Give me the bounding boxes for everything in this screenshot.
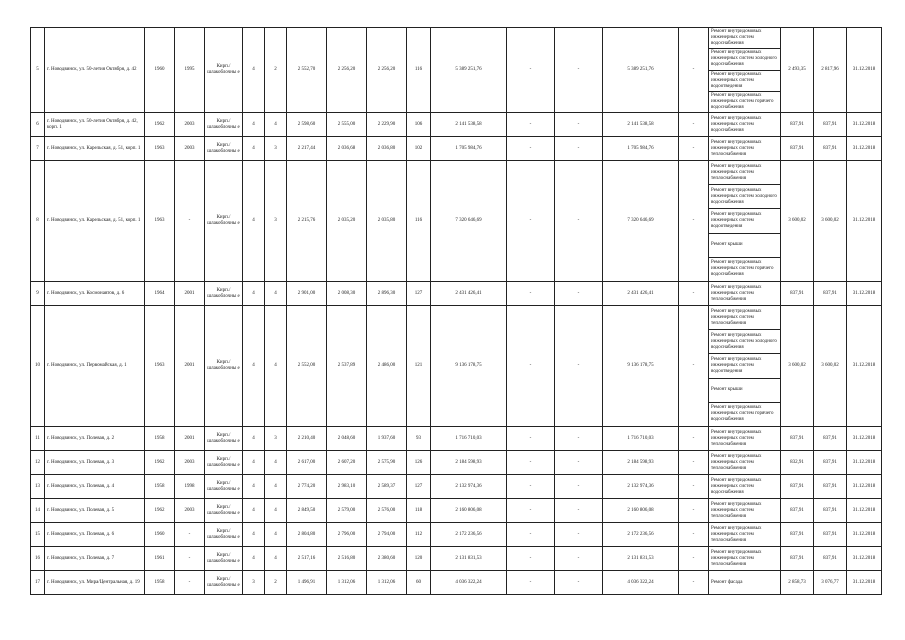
address-cell: г. Новодвинск, ул. Полевая, д. 4 — [45, 475, 145, 499]
completion-date-cell: 31.12.2018 — [847, 306, 882, 427]
residents-cell: 60 — [407, 571, 431, 595]
other-funds-cell: - — [679, 571, 709, 595]
unit-cost-cell: 2 493,35 — [781, 28, 814, 113]
total-cost-cell: 1 705 984,76 — [431, 137, 507, 161]
living-area-cell: 2 796,00 — [327, 523, 367, 547]
address-cell: г. Новодвинск, ул. Полевая, д. 3 — [45, 451, 145, 475]
completion-date-cell: 31.12.2018 — [847, 161, 882, 282]
cost-limit-cell: 837,91 — [814, 523, 847, 547]
entrances-cell: 2 — [265, 28, 287, 113]
year-built-cell: 1963 — [145, 137, 175, 161]
owner-funds-cell: 2 184 598,93 — [603, 451, 679, 475]
repair-works-cell: Ремонт внутридомовых инженерных систем водоснабжения — [709, 113, 781, 137]
living-area-cell: 2 983,10 — [327, 475, 367, 499]
other-funds-cell: - — [679, 475, 709, 499]
year-last-repair-cell: 2001 — [175, 427, 205, 451]
unit-cost-cell: 837,91 — [781, 475, 814, 499]
repair-works-cell — [709, 28, 781, 113]
residential-area-cell: 2 896,30 — [367, 282, 407, 306]
row-number: 16 — [31, 547, 45, 571]
living-area-cell: 2 555,00 — [327, 113, 367, 137]
residential-area-cell: 2 576,00 — [367, 499, 407, 523]
federal-funds-cell: - — [507, 499, 555, 523]
repair-work-item: Ремонт внутридомовых инженерных систем водоотведения — [709, 354, 780, 378]
total-area-cell: 1 496,91 — [287, 571, 327, 595]
repair-works-cell: Ремонт внутридомовых инженерных систем теплоснабжения — [709, 137, 781, 161]
federal-funds-cell: - — [507, 427, 555, 451]
regional-funds-cell: - — [555, 282, 603, 306]
floors-cell: 4 — [243, 523, 265, 547]
residents-cell: 121 — [407, 306, 431, 427]
residents-cell: 102 — [407, 137, 431, 161]
entrances-cell: 4 — [265, 523, 287, 547]
wall-material-cell: Кирп./ шлакоблочны е — [205, 137, 243, 161]
table-row — [31, 427, 882, 451]
wall-material-cell: Кирп./ шлакоблочны е — [205, 523, 243, 547]
repair-work-item: Ремонт внутридомовых инженерных систем горячего водоснабжения — [711, 405, 774, 423]
year-built-cell: 1962 — [145, 451, 175, 475]
repair-work-item: Ремонт крыши — [709, 234, 780, 258]
table-body — [31, 28, 882, 595]
federal-funds-cell: - — [507, 282, 555, 306]
unit-cost-cell: 837,91 — [781, 547, 814, 571]
regional-funds-cell: - — [555, 113, 603, 137]
residents-cell: 127 — [407, 475, 431, 499]
year-built-cell: 1961 — [145, 547, 175, 571]
total-area-cell: 2 774,20 — [287, 475, 327, 499]
cost-limit-cell: 837,91 — [814, 282, 847, 306]
address-cell: г. Новодвинск, ул. Полевая, д. 6 — [45, 523, 145, 547]
regional-funds-cell: - — [555, 161, 603, 282]
row-number: 10 — [31, 306, 45, 427]
residents-cell: 118 — [407, 499, 431, 523]
total-cost-cell: 2 431 426,41 — [431, 282, 507, 306]
year-last-repair-cell: 2003 — [175, 137, 205, 161]
regional-funds-cell: - — [555, 451, 603, 475]
residential-area-cell: 1 312,06 — [367, 571, 407, 595]
table-row — [31, 475, 882, 499]
year-last-repair-cell: 1995 — [175, 28, 205, 113]
other-funds-cell: - — [679, 137, 709, 161]
wall-material-cell: Кирп./ шлакоблочны е — [205, 161, 243, 282]
total-cost-cell: 7 320 646,69 — [431, 161, 507, 282]
federal-funds-cell: - — [507, 161, 555, 282]
total-cost-cell: 2 160 806,08 — [431, 499, 507, 523]
other-funds-cell: - — [679, 306, 709, 427]
total-area-cell: 2 552,00 — [287, 306, 327, 427]
table-row — [31, 282, 882, 306]
wall-material-cell: Кирп./ шлакоблочны е — [205, 475, 243, 499]
repair-work-item: Ремонт внутридомовых инженерных систем горячего водоснабжения — [711, 260, 774, 278]
entrances-cell: 2 — [265, 571, 287, 595]
cost-limit-cell: 2 817,96 — [814, 28, 847, 113]
repair-work-item: Ремонт внутридомовых инженерных систем водоснабжения — [709, 28, 780, 49]
floors-cell: 4 — [243, 475, 265, 499]
total-cost-cell: 5 389 251,76 — [431, 28, 507, 113]
repair-work-item: Ремонт внутридомовых инженерных систем холодного водоснабжения — [709, 185, 780, 209]
residential-area-cell: 2 575,90 — [367, 451, 407, 475]
wall-material-cell: Кирп./ шлакоблочны е — [205, 547, 243, 571]
owner-funds-cell: 2 431 426,41 — [603, 282, 679, 306]
completion-date-cell: 31.12.2018 — [847, 137, 882, 161]
floors-cell: 4 — [243, 499, 265, 523]
year-last-repair-cell: 1998 — [175, 475, 205, 499]
unit-cost-cell: 3 600,02 — [781, 306, 814, 427]
residential-area-cell: 2 794,00 — [367, 523, 407, 547]
regional-funds-cell: - — [555, 499, 603, 523]
repair-works-cell: Ремонт внутридомовых инженерных систем водоснабжения — [709, 475, 781, 499]
federal-funds-cell: - — [507, 113, 555, 137]
entrances-cell: 4 — [265, 547, 287, 571]
regional-funds-cell: - — [555, 28, 603, 113]
living-area-cell: 2 579,00 — [327, 499, 367, 523]
living-area-cell: 2 516,80 — [327, 547, 367, 571]
completion-date-cell: 31.12.2018 — [847, 28, 882, 113]
row-number: 12 — [31, 451, 45, 475]
total-area-cell: 2 804,80 — [287, 523, 327, 547]
total-cost-cell: 9 136 178,75 — [431, 306, 507, 427]
total-area-cell: 2 217,44 — [287, 137, 327, 161]
year-last-repair-cell: 2001 — [175, 282, 205, 306]
residential-area-cell: 2 036,80 — [367, 137, 407, 161]
entrances-cell: 4 — [265, 113, 287, 137]
living-area-cell: 2 256,20 — [327, 28, 367, 113]
residents-cell: 106 — [407, 113, 431, 137]
address-cell: г. Новодвинск, ул. 50-летия Октября, д. 42 — [45, 28, 145, 113]
residents-cell: 126 — [407, 451, 431, 475]
table-row — [31, 137, 882, 161]
row-number: 5 — [31, 28, 45, 113]
federal-funds-cell: - — [507, 28, 555, 113]
address-cell: г. Новодвинск, ул. Полевая, д. 5 — [45, 499, 145, 523]
unit-cost-cell: 3 600,02 — [781, 161, 814, 282]
living-area-cell: 2 607,20 — [327, 451, 367, 475]
cost-limit-cell: 837,91 — [814, 137, 847, 161]
completion-date-cell: 31.12.2018 — [847, 282, 882, 306]
year-last-repair-cell: - — [175, 523, 205, 547]
residents-cell: 127 — [407, 282, 431, 306]
year-built-cell: 1962 — [145, 499, 175, 523]
total-area-cell: 2 598,60 — [287, 113, 327, 137]
cost-limit-cell: 3 600,02 — [814, 306, 847, 427]
owner-funds-cell: 2 132 974,36 — [603, 475, 679, 499]
cost-limit-cell: 837,91 — [814, 427, 847, 451]
floors-cell: 4 — [243, 161, 265, 282]
year-built-cell: 1960 — [145, 523, 175, 547]
regional-funds-cell: - — [555, 475, 603, 499]
year-last-repair-cell: 2003 — [175, 113, 205, 137]
floors-cell: 4 — [243, 306, 265, 427]
floors-cell: 4 — [243, 113, 265, 137]
year-last-repair-cell: 2003 — [175, 499, 205, 523]
unit-cost-cell: 837,91 — [781, 113, 814, 137]
row-number: 8 — [31, 161, 45, 282]
total-area-cell: 2 849,50 — [287, 499, 327, 523]
entrances-cell: 3 — [265, 161, 287, 282]
table-row — [31, 28, 882, 113]
year-last-repair-cell: 2003 — [175, 451, 205, 475]
unit-cost-cell: 837,91 — [781, 282, 814, 306]
owner-funds-cell: 9 136 178,75 — [603, 306, 679, 427]
table-row — [31, 161, 882, 282]
year-built-cell: 1960 — [145, 28, 175, 113]
total-area-cell: 2 215,76 — [287, 161, 327, 282]
year-built-cell: 1964 — [145, 282, 175, 306]
cost-limit-cell: 837,91 — [814, 451, 847, 475]
residential-area-cell: 2 229,90 — [367, 113, 407, 137]
total-area-cell: 2 901,00 — [287, 282, 327, 306]
address-cell: г. Новодвинск, ул. 50-летия Октября, д. 42, корп. 1 — [45, 113, 145, 137]
floors-cell: 3 — [243, 571, 265, 595]
residents-cell: 112 — [407, 523, 431, 547]
unit-cost-cell: 832,91 — [781, 451, 814, 475]
wall-material-cell: Кирп./ шлакоблочны е — [205, 113, 243, 137]
residents-cell: 93 — [407, 427, 431, 451]
repair-work-item: Ремонт внутридомовых инженерных систем теплоснабжения — [709, 161, 780, 185]
total-area-cell: 2 552,70 — [287, 28, 327, 113]
year-last-repair-cell: - — [175, 571, 205, 595]
unit-cost-cell: 837,91 — [781, 523, 814, 547]
wall-material-cell: Кирп./ шлакоблочны е — [205, 427, 243, 451]
residents-cell: 116 — [407, 161, 431, 282]
total-cost-cell: 2 132 974,36 — [431, 475, 507, 499]
residential-area-cell: 2 380,60 — [367, 547, 407, 571]
year-built-cell: 1958 — [145, 427, 175, 451]
repair-work-item: Ремонт внутридомовых инженерных систем холодного водоснабжения — [709, 330, 780, 354]
repair-works-cell: Ремонт фасада — [709, 571, 781, 595]
address-cell: г. Новодвинск, ул. Полевая, д. 2 — [45, 427, 145, 451]
owner-funds-cell: 2 141 538,58 — [603, 113, 679, 137]
total-cost-cell: 2 141 538,58 — [431, 113, 507, 137]
living-area-cell: 1 312,06 — [327, 571, 367, 595]
floors-cell: 4 — [243, 451, 265, 475]
owner-funds-cell: 7 320 646,69 — [603, 161, 679, 282]
address-cell: г. Новодвинск, ул. Карельская, д. 51, корп. 1 — [45, 161, 145, 282]
floors-cell: 4 — [243, 547, 265, 571]
repair-works-cell: Ремонт внутридомовых инженерных систем теплоснабжения — [709, 282, 781, 306]
unit-cost-cell: 837,91 — [781, 137, 814, 161]
living-area-cell: 2 008,30 — [327, 282, 367, 306]
completion-date-cell: 31.12.2018 — [847, 475, 882, 499]
unit-cost-cell: 837,91 — [781, 427, 814, 451]
year-last-repair-cell: - — [175, 547, 205, 571]
other-funds-cell: - — [679, 161, 709, 282]
year-built-cell: 1958 — [145, 571, 175, 595]
cost-limit-cell: 3 076,77 — [814, 571, 847, 595]
entrances-cell: 4 — [265, 451, 287, 475]
wall-material-cell: Кирп./ шлакоблочны е — [205, 306, 243, 427]
repair-works-cell — [709, 161, 781, 282]
year-built-cell: 1958 — [145, 475, 175, 499]
total-cost-cell: 1 716 710,03 — [431, 427, 507, 451]
completion-date-cell: 31.12.2018 — [847, 571, 882, 595]
regional-funds-cell: - — [555, 571, 603, 595]
address-cell: г. Новодвинск, ул. Полевая, д. 7 — [45, 547, 145, 571]
address-cell: г. Новодвинск, ул. Космонавтов, д. 6 — [45, 282, 145, 306]
residential-area-cell: 2 256,20 — [367, 28, 407, 113]
total-area-cell: 2 517,16 — [287, 547, 327, 571]
federal-funds-cell: - — [507, 571, 555, 595]
federal-funds-cell: - — [507, 475, 555, 499]
table-row — [31, 451, 882, 475]
entrances-cell: 4 — [265, 475, 287, 499]
owner-funds-cell: 5 389 251,76 — [603, 28, 679, 113]
floors-cell: 4 — [243, 282, 265, 306]
repair-work-item: Ремонт внутридомовых инженерных систем теплоснабжения — [709, 306, 780, 330]
capital-repair-table — [30, 27, 882, 595]
cost-limit-cell: 837,91 — [814, 499, 847, 523]
table-row — [31, 499, 882, 523]
cost-limit-cell: 837,91 — [814, 475, 847, 499]
completion-date-cell: 31.12.2018 — [847, 499, 882, 523]
regional-funds-cell: - — [555, 427, 603, 451]
year-built-cell: 1962 — [145, 113, 175, 137]
living-area-cell: 2 035,20 — [327, 161, 367, 282]
cost-limit-cell: 837,91 — [814, 113, 847, 137]
table-row — [31, 523, 882, 547]
year-last-repair-cell: 2001 — [175, 306, 205, 427]
federal-funds-cell: - — [507, 547, 555, 571]
cost-limit-cell: 837,91 — [814, 547, 847, 571]
repair-work-item: Ремонт внутридомовых инженерных систем водоотведения — [709, 71, 780, 92]
federal-funds-cell: - — [507, 137, 555, 161]
living-area-cell: 2 048,60 — [327, 427, 367, 451]
wall-material-cell: Кирп./ шлакоблочны е — [205, 499, 243, 523]
table-row — [31, 571, 882, 595]
wall-material-cell: Кирп./ шлакоблочны е — [205, 571, 243, 595]
wall-material-cell: Кирп./ шлакоблочны е — [205, 282, 243, 306]
other-funds-cell: - — [679, 427, 709, 451]
total-cost-cell: 2 172 236,56 — [431, 523, 507, 547]
wall-material-cell: Кирп./ шлакоблочны е — [205, 28, 243, 113]
residential-area-cell: 2 035,80 — [367, 161, 407, 282]
total-cost-cell: 2 184 598,93 — [431, 451, 507, 475]
cost-limit-cell: 3 600,02 — [814, 161, 847, 282]
floors-cell: 4 — [243, 427, 265, 451]
repair-works-cell: Ремонт внутридомовых инженерных систем теплоснабжения — [709, 547, 781, 571]
row-number: 7 — [31, 137, 45, 161]
entrances-cell: 4 — [265, 306, 287, 427]
entrances-cell: 3 — [265, 427, 287, 451]
federal-funds-cell: - — [507, 451, 555, 475]
other-funds-cell: - — [679, 282, 709, 306]
other-funds-cell: - — [679, 523, 709, 547]
address-cell: г. Новодвинск, ул. Мира/Центральная, д. 19 — [45, 571, 145, 595]
other-funds-cell: - — [679, 113, 709, 137]
row-number: 15 — [31, 523, 45, 547]
other-funds-cell: - — [679, 451, 709, 475]
federal-funds-cell: - — [507, 306, 555, 427]
regional-funds-cell: - — [555, 306, 603, 427]
repair-works-cell: Ремонт внутридомовых инженерных систем теплоснабжения — [709, 427, 781, 451]
wall-material-cell: Кирп./ шлакоблочны е — [205, 451, 243, 475]
federal-funds-cell: - — [507, 523, 555, 547]
other-funds-cell: - — [679, 28, 709, 113]
residential-area-cell: 2 486,00 — [367, 306, 407, 427]
floors-cell: 4 — [243, 28, 265, 113]
total-area-cell: 2 617,00 — [287, 451, 327, 475]
owner-funds-cell: 1 705 984,76 — [603, 137, 679, 161]
table-row — [31, 547, 882, 571]
row-number: 14 — [31, 499, 45, 523]
repair-works-cell: Ремонт внутридомовых инженерных систем теплоснабжения — [709, 499, 781, 523]
unit-cost-cell: 837,91 — [781, 499, 814, 523]
living-area-cell: 2 537,89 — [327, 306, 367, 427]
other-funds-cell: - — [679, 547, 709, 571]
completion-date-cell: 31.12.2018 — [847, 427, 882, 451]
entrances-cell: 4 — [265, 282, 287, 306]
table-row — [31, 306, 882, 427]
regional-funds-cell: - — [555, 137, 603, 161]
completion-date-cell: 31.12.2018 — [847, 523, 882, 547]
year-built-cell: 1963 — [145, 161, 175, 282]
residents-cell: 120 — [407, 547, 431, 571]
other-funds-cell: - — [679, 499, 709, 523]
repair-works-cell: Ремонт внутридомовых инженерных систем теплоснабжения — [709, 451, 781, 475]
year-last-repair-cell: - — [175, 161, 205, 282]
completion-date-cell: 31.12.2018 — [847, 547, 882, 571]
row-number: 9 — [31, 282, 45, 306]
repair-work-item: Ремонт внутридомовых инженерных систем горячего водоснабжения — [711, 92, 774, 110]
repair-works-cell: Ремонт внутридомовых инженерных систем теплоснабжения — [709, 523, 781, 547]
row-number: 6 — [31, 113, 45, 137]
owner-funds-cell: 1 716 710,03 — [603, 427, 679, 451]
regional-funds-cell: - — [555, 547, 603, 571]
total-cost-cell: 4 036 322,24 — [431, 571, 507, 595]
repair-works-cell — [709, 306, 781, 427]
address-cell: г. Новодвинск, ул. Первомайская, д. 1 — [45, 306, 145, 427]
total-area-cell: 2 210,40 — [287, 427, 327, 451]
entrances-cell: 3 — [265, 137, 287, 161]
owner-funds-cell: 2 131 831,53 — [603, 547, 679, 571]
entrances-cell: 4 — [265, 499, 287, 523]
year-built-cell: 1963 — [145, 306, 175, 427]
repair-work-item: Ремонт внутридомовых инженерных систем холодного водоснабжения — [709, 49, 780, 70]
residential-area-cell: 1 937,60 — [367, 427, 407, 451]
completion-date-cell: 31.12.2018 — [847, 451, 882, 475]
residential-area-cell: 2 589,37 — [367, 475, 407, 499]
owner-funds-cell: 2 172 236,56 — [603, 523, 679, 547]
residents-cell: 116 — [407, 28, 431, 113]
row-number: 17 — [31, 571, 45, 595]
repair-work-item: Ремонт внутридомовых инженерных систем водоотведения — [709, 209, 780, 233]
address-cell: г. Новодвинск, ул. Карельская, д. 51, корп. 1 — [45, 137, 145, 161]
total-cost-cell: 2 131 831,53 — [431, 547, 507, 571]
table-row — [31, 113, 882, 137]
row-number: 13 — [31, 475, 45, 499]
row-number: 11 — [31, 427, 45, 451]
owner-funds-cell: 4 036 322,24 — [603, 571, 679, 595]
repair-work-item: Ремонт крыши — [709, 379, 780, 403]
regional-funds-cell: - — [555, 523, 603, 547]
completion-date-cell: 31.12.2018 — [847, 113, 882, 137]
unit-cost-cell: 2 858,73 — [781, 571, 814, 595]
floors-cell: 4 — [243, 137, 265, 161]
owner-funds-cell: 2 160 806,08 — [603, 499, 679, 523]
living-area-cell: 2 036,68 — [327, 137, 367, 161]
